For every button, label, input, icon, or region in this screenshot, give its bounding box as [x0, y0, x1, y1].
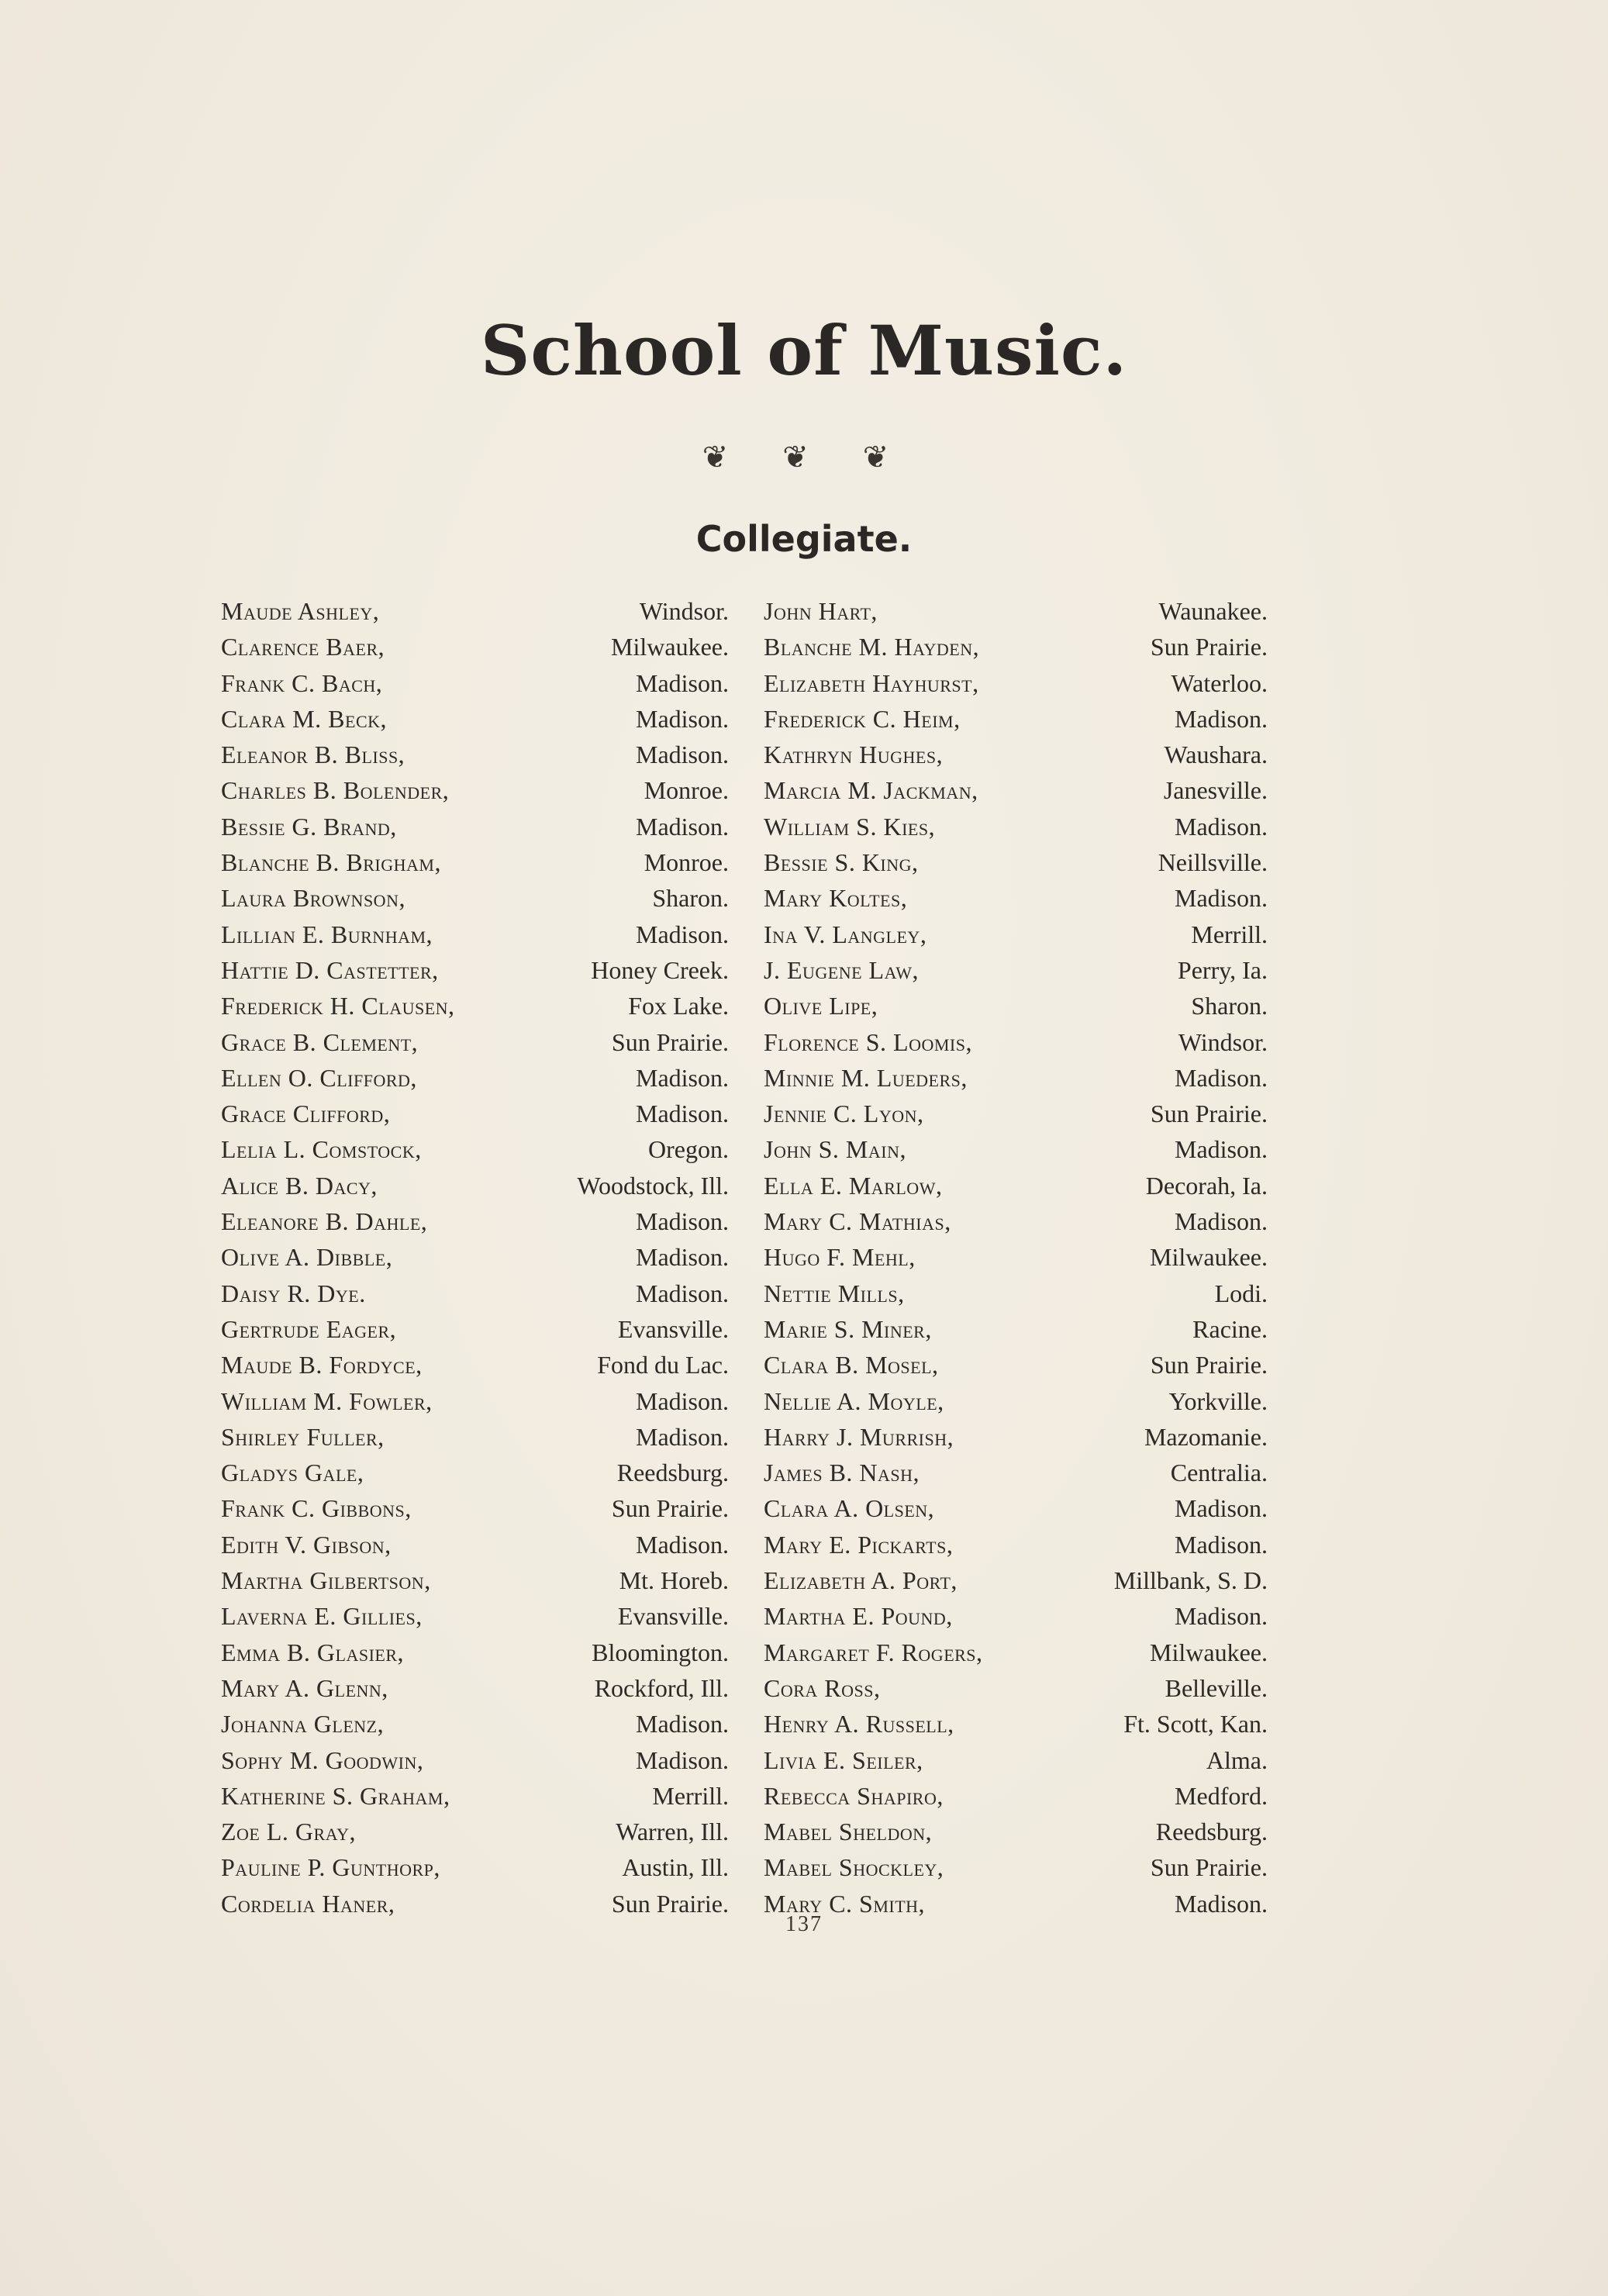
student-list-left [221, 593, 729, 1921]
student-hometown: Alma. [1206, 1745, 1268, 1774]
student-entry [764, 701, 1268, 737]
student-name: Mabel Sheldon, [764, 1818, 933, 1846]
student-name: William S. Kies, [764, 812, 936, 841]
student-name: Florence S. Loomis, [764, 1027, 972, 1056]
student-entry [221, 1527, 729, 1562]
student-hometown: Merrill. [1191, 920, 1268, 948]
student-entry [221, 1706, 729, 1742]
student-hometown: Fond du Lac. [597, 1351, 729, 1379]
student-name: Frederick H. Clausen, [221, 992, 455, 1020]
student-entry [221, 1670, 729, 1706]
student-name: J. Eugene Law, [764, 955, 919, 984]
student-hometown: Waunakee. [1158, 597, 1268, 625]
student-hometown: Madison. [636, 741, 729, 769]
page-title: School of Music. [480, 310, 1128, 391]
student-entry [764, 772, 1268, 808]
student-hometown: Mazomanie. [1144, 1422, 1268, 1451]
student-hometown: Madison. [636, 1279, 729, 1307]
student-name: Alice B. Dacy, [221, 1171, 378, 1200]
student-hometown: Windsor. [1178, 1027, 1268, 1056]
student-hometown: Madison. [1175, 1602, 1268, 1631]
student-list-right [764, 593, 1268, 1921]
student-name: Frederick C. Heim, [764, 704, 961, 733]
student-name: Hattie D. Castetter, [221, 955, 439, 984]
student-entry [221, 1276, 729, 1311]
student-entry [764, 737, 1268, 772]
student-entry [764, 1814, 1268, 1849]
student-hometown: Merrill. [652, 1781, 729, 1810]
student-entry [221, 1239, 729, 1275]
student-hometown: Reedsburg. [616, 1459, 729, 1487]
student-hometown: Madison. [1175, 1530, 1268, 1559]
student-name: Blanche B. Brigham, [221, 848, 441, 877]
ornament-divider [0, 439, 1608, 475]
student-hometown: Lodi. [1214, 1279, 1268, 1307]
student-entry [221, 1778, 729, 1814]
student-name: Mabel Shockley, [764, 1853, 944, 1882]
student-entry [764, 1527, 1268, 1562]
student-name: Ellen O. Clifford, [221, 1063, 417, 1092]
student-entry [764, 844, 1268, 880]
student-entry [764, 1131, 1268, 1167]
student-entry [221, 1742, 729, 1778]
student-hometown: Belleville. [1165, 1673, 1268, 1702]
student-entry [764, 1239, 1268, 1275]
student-entry [221, 772, 729, 808]
student-hometown: Sun Prairie. [1150, 1100, 1268, 1128]
student-entry [221, 629, 729, 665]
student-hometown: Madison. [1175, 1207, 1268, 1236]
student-name: Clara A. Olsen, [764, 1494, 935, 1523]
student-entry [221, 1347, 729, 1383]
student-hometown: Milwaukee. [1150, 1243, 1268, 1272]
student-name: Mary E. Pickarts, [764, 1530, 954, 1559]
student-hometown: Milwaukee. [611, 633, 729, 661]
student-entry [764, 809, 1268, 844]
student-entry [221, 1814, 729, 1849]
student-name: Blanche M. Hayden, [764, 633, 980, 661]
student-name: Maude B. Fordyce, [221, 1351, 423, 1379]
student-name: Nettie Mills, [764, 1279, 905, 1307]
student-hometown: Sharon. [652, 884, 729, 913]
student-name: Kathryn Hughes, [764, 741, 944, 769]
student-entry [221, 952, 729, 988]
student-entry [221, 1024, 729, 1060]
student-hometown: Madison. [636, 920, 729, 948]
student-entry [764, 1562, 1268, 1598]
student-hometown: Honey Creek. [591, 955, 729, 984]
student-name: Nellie A. Moyle, [764, 1386, 944, 1415]
student-hometown: Madison. [1175, 704, 1268, 733]
student-hometown: Austin, Ill. [622, 1853, 729, 1882]
student-name: Laura Brownson, [221, 884, 405, 913]
student-name: John S. Main, [764, 1135, 906, 1164]
student-hometown: Madison. [636, 1063, 729, 1092]
student-entry [764, 1276, 1268, 1311]
student-entry [764, 1347, 1268, 1383]
student-entry [221, 988, 729, 1024]
student-hometown: Neillsville. [1158, 848, 1268, 877]
student-hometown: Sun Prairie. [1150, 633, 1268, 661]
student-name: Grace Clifford, [221, 1100, 391, 1128]
student-entry [221, 1131, 729, 1167]
student-hometown: Rockford, Ill. [594, 1673, 729, 1702]
student-entry [764, 665, 1268, 701]
student-name: Cora Ross, [764, 1673, 881, 1702]
student-hometown: Sun Prairie. [1150, 1351, 1268, 1379]
student-hometown: Madison. [636, 1100, 729, 1128]
student-name: Minnie M. Lueders, [764, 1063, 968, 1092]
student-entry [221, 1060, 729, 1096]
student-hometown: Evansville. [617, 1314, 729, 1343]
student-hometown: Evansville. [617, 1602, 729, 1631]
student-hometown: Monroe. [644, 776, 729, 805]
student-entry [221, 1635, 729, 1670]
student-name: Clara B. Mosel, [764, 1351, 939, 1379]
student-entry [764, 1849, 1268, 1885]
student-name: Harry J. Murrish, [764, 1422, 954, 1451]
student-entry [221, 1455, 729, 1490]
student-entry [221, 1311, 729, 1347]
student-entry [764, 988, 1268, 1024]
student-entry [764, 1778, 1268, 1814]
student-hometown: Mt. Horeb. [619, 1566, 729, 1595]
student-name: Eleanor B. Bliss, [221, 741, 405, 769]
student-name: Olive A. Dibble, [221, 1243, 393, 1272]
student-hometown: Fox Lake. [628, 992, 729, 1020]
student-entry [221, 917, 729, 952]
student-name: Gladys Gale, [221, 1459, 364, 1487]
student-hometown: Sun Prairie. [611, 1889, 729, 1918]
student-entry [221, 1598, 729, 1634]
student-entry [764, 629, 1268, 665]
student-hometown: Ft. Scott, Kan. [1123, 1710, 1268, 1738]
student-name: Katherine S. Graham, [221, 1781, 450, 1810]
student-name: Marie S. Miner, [764, 1314, 932, 1343]
student-name: Mary C. Mathias, [764, 1207, 951, 1236]
student-entry [221, 1383, 729, 1419]
student-hometown: Madison. [1175, 1063, 1268, 1092]
student-hometown: Perry, Ia. [1177, 955, 1268, 984]
student-entry [764, 593, 1268, 629]
student-hometown: Madison. [636, 704, 729, 733]
student-name: Ina V. Langley, [764, 920, 927, 948]
student-hometown: Madison. [636, 1530, 729, 1559]
student-hometown: Madison. [636, 668, 729, 697]
student-name: James B. Nash, [764, 1459, 920, 1487]
student-name: Marcia M. Jackman, [764, 776, 978, 805]
student-hometown: Madison. [1175, 1135, 1268, 1164]
student-name: Pauline P. Gunthorp, [221, 1853, 440, 1882]
student-name: Frank C. Bach, [221, 668, 383, 697]
student-name: Henry A. Russell, [764, 1710, 954, 1738]
student-entry [764, 1742, 1268, 1778]
student-hometown: Madison. [1175, 1494, 1268, 1523]
student-hometown: Madison. [1175, 812, 1268, 841]
leaf-ornament-icon: ❦ [782, 440, 826, 475]
student-hometown: Monroe. [644, 848, 729, 877]
student-name: Edith V. Gibson, [221, 1530, 392, 1559]
student-entry [221, 701, 729, 737]
student-hometown: Madison. [636, 1386, 729, 1415]
student-name: Bessie G. Brand, [221, 812, 397, 841]
student-name: Johanna Glenz, [221, 1710, 385, 1738]
student-name: Mary C. Smith, [764, 1889, 926, 1918]
student-entry [221, 737, 729, 772]
student-name: Mary Koltes, [764, 884, 908, 913]
student-name: Charles B. Bolender, [221, 776, 450, 805]
student-name: Cordelia Haner, [221, 1889, 395, 1918]
student-entry [221, 1490, 729, 1526]
student-hometown: Waterloo. [1171, 668, 1268, 697]
student-name: Elizabeth Hayhurst, [764, 668, 979, 697]
student-entry [764, 917, 1268, 952]
student-entry [221, 809, 729, 844]
student-name: Martha Gilbertson, [221, 1566, 431, 1595]
student-hometown: Milwaukee. [1150, 1638, 1268, 1666]
student-hometown: Racine. [1192, 1314, 1268, 1343]
student-hometown: Sharon. [1191, 992, 1268, 1020]
student-name: Eleanore B. Dahle, [221, 1207, 428, 1236]
student-entry [221, 844, 729, 880]
student-name: Maude Ashley, [221, 597, 380, 625]
student-entry [221, 665, 729, 701]
student-hometown: Madison. [636, 812, 729, 841]
student-entry [764, 1024, 1268, 1060]
student-entry [764, 1706, 1268, 1742]
student-name: Clarence Baer, [221, 633, 385, 661]
student-name: Clara M. Beck, [221, 704, 388, 733]
student-entry [764, 1670, 1268, 1706]
student-hometown: Woodstock, Ill. [577, 1171, 729, 1200]
student-entry [221, 1096, 729, 1131]
student-hometown: Madison. [636, 1422, 729, 1451]
student-hometown: Millbank, S. D. [1113, 1566, 1268, 1595]
student-hometown: Madison. [1175, 1889, 1268, 1918]
student-hometown: Madison. [636, 1207, 729, 1236]
student-hometown: Janesville. [1163, 776, 1268, 805]
leaf-ornament-icon: ❦ [702, 440, 746, 475]
student-entry [221, 1849, 729, 1885]
student-name: William M. Fowler, [221, 1386, 433, 1415]
student-name: Zoe L. Gray, [221, 1818, 356, 1846]
student-hometown: Sun Prairie. [611, 1027, 729, 1056]
student-name: Frank C. Gibbons, [221, 1494, 412, 1523]
student-entry [764, 1598, 1268, 1634]
student-name: Daisy R. Dye. [221, 1279, 366, 1307]
student-hometown: Sun Prairie. [1150, 1853, 1268, 1882]
student-entry [764, 1096, 1268, 1131]
student-name: Martha E. Pound, [764, 1602, 953, 1631]
student-entry [764, 1203, 1268, 1239]
student-entry [764, 1455, 1268, 1490]
student-name: Olive Lipe, [764, 992, 878, 1020]
student-name: Laverna E. Gillies, [221, 1602, 423, 1631]
student-entry [764, 1168, 1268, 1203]
student-hometown: Sun Prairie. [611, 1494, 729, 1523]
page-number: 137 [785, 1912, 823, 1936]
student-hometown: Centralia. [1170, 1459, 1268, 1487]
student-hometown: Oregon. [648, 1135, 729, 1164]
student-entry [764, 1311, 1268, 1347]
student-name: Margaret F. Rogers, [764, 1638, 983, 1666]
student-name: Rebecca Shapiro, [764, 1781, 944, 1810]
student-name: Livia E. Seiler, [764, 1745, 923, 1774]
student-entry [221, 1168, 729, 1203]
student-entry [221, 1562, 729, 1598]
student-hometown: Windsor. [639, 597, 729, 625]
student-name: John Hart, [764, 597, 878, 625]
student-name: Mary A. Glenn, [221, 1673, 388, 1702]
student-hometown: Bloomington. [592, 1638, 729, 1666]
student-entry [221, 1419, 729, 1455]
student-entry [221, 1203, 729, 1239]
student-hometown: Madison. [636, 1243, 729, 1272]
leaf-ornament-icon: ❦ [862, 440, 906, 475]
student-name: Gertrude Eager, [221, 1314, 397, 1343]
student-name: Grace B. Clement, [221, 1027, 419, 1056]
student-hometown: Decorah, Ia. [1145, 1171, 1268, 1200]
student-hometown: Waushara. [1164, 741, 1268, 769]
student-entry [764, 1419, 1268, 1455]
student-hometown: Warren, Ill. [616, 1818, 729, 1846]
student-name: Lillian E. Burnham, [221, 920, 433, 948]
student-entry [764, 1635, 1268, 1670]
student-entry [764, 880, 1268, 916]
student-entry [764, 1060, 1268, 1096]
student-name: Hugo F. Mehl, [764, 1243, 916, 1272]
section-heading: Collegiate. [695, 518, 913, 560]
student-name: Elizabeth A. Port, [764, 1566, 958, 1595]
student-hometown: Medford. [1175, 1781, 1268, 1810]
student-hometown: Yorkville. [1168, 1386, 1268, 1415]
student-name: Sophy M. Goodwin, [221, 1745, 424, 1774]
student-hometown: Madison. [636, 1745, 729, 1774]
student-entry [764, 952, 1268, 988]
student-entry [221, 593, 729, 629]
student-name: Emma B. Glasier, [221, 1638, 405, 1666]
student-entry [221, 880, 729, 916]
student-entry [764, 1383, 1268, 1419]
student-hometown: Reedsburg. [1155, 1818, 1268, 1846]
student-name: Bessie S. King, [764, 848, 919, 877]
student-name: Lelia L. Comstock, [221, 1135, 422, 1164]
student-name: Jennie C. Lyon, [764, 1100, 924, 1128]
student-name: Shirley Fuller, [221, 1422, 385, 1451]
student-hometown: Madison. [636, 1710, 729, 1738]
student-entry [764, 1490, 1268, 1526]
student-hometown: Madison. [1175, 884, 1268, 913]
student-name: Ella E. Marlow, [764, 1171, 943, 1200]
